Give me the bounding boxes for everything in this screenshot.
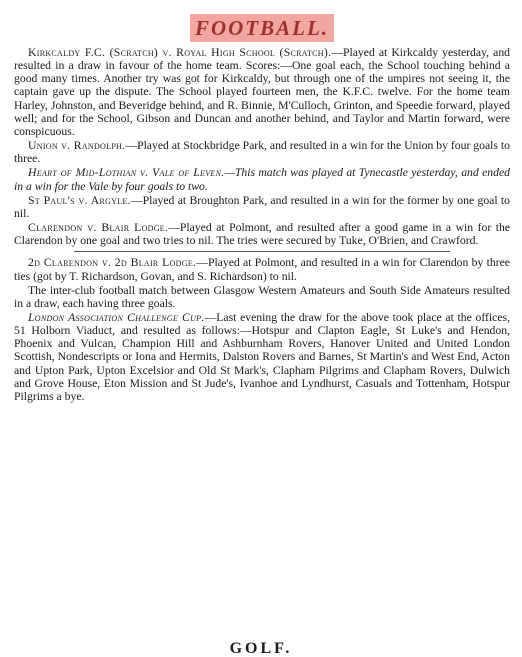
paragraph-text: —Played at Stockbridge Park, and resulted in a win for the Union by four goals to three. <box>14 139 511 166</box>
paragraph-glasgow-amateurs <box>14 284 510 310</box>
paragraph-lead: Union v. Randolph. <box>28 139 126 153</box>
headline: FOOTBALL. <box>190 14 334 42</box>
paragraph-text: —Played at Kirkcaldy yesterday, and resulted in a draw in favour of the home team. Scores:—One goal each, the School touching behind a good many times. Another try was got for Kirkcaldy, but through one of the umpires not seeing it, the captain gave up the dispute. The School played fourteen men, the K.F.C. twelve. For the home team Harley, Johnston, and Beveridge behind, and R. Binnie, M'Culloch, Grinton, and Speedie forward, played well; and for the School, Gibson and Duncan and another behind, and Taylor and Martin forward, were conspicuous. <box>14 46 511 138</box>
paragraph-clarendon-blair <box>14 221 510 247</box>
paragraph-london-cup <box>14 311 510 403</box>
paragraph-text: The inter-club football match between Glasgow Western Amateurs and South Side Amateurs resulted in a draw, each having three goals. <box>14 283 510 310</box>
paragraph-lead: Heart of Mid-Lothian v. Vale of Leven. <box>28 166 225 180</box>
paragraph-text: —Played at Polmont, and resulted after a good game in a win for the Clarendon by one goal and two tries to nil. The tries were secured by Tuke, O'Brien, and Crawford. <box>14 221 510 248</box>
paragraph-lead: St Paul's v. Argyle. <box>28 193 131 207</box>
divider-rule <box>74 251 450 252</box>
paragraph-lead: Clarendon v. Blair Lodge. <box>28 221 169 235</box>
paragraph-st-pauls-argyle <box>14 194 510 220</box>
paragraph-text: —This match was played at Tynecastle yesterday, and ended in a win for the Vale by four goals to two. <box>14 166 511 193</box>
paragraph-text: —Last evening the draw for the above took place at the offices, 51 Holborn Viaduct, and resulted as follows:—Hotspur and Clapton Eagle, St Luke's and Hendon, Phoenix and Vulcan, Champion Hill and Ashburnham Rovers, Hanover United and United London Scottish, Nondescripts or Iona and Hermits, Dalston Rovers and Barnes, St Martin's and West End, Acton and Upton Park, Upton Excelsior and Old St Mark's, Clapham Pilgrims and Clapham Rovers, Dulwich and Grove House, Eton Mission and St Jude's, Ivanhoe and Lyndhurst, Casuals and Tottenham, Hotspur Pilgrims a bye. <box>14 310 510 403</box>
paragraph-lead: 2d Clarendon v. 2d Blair Lodge. <box>28 256 197 270</box>
paragraph-union-randolph <box>14 139 510 165</box>
paragraph-2d-clarendon <box>14 256 510 282</box>
headline-wrap <box>14 14 510 44</box>
paragraph-hearts-vale <box>14 166 510 192</box>
paragraph-text: —Played at Polmont, and resulted in a win for Clarendon by three ties (got by T. Richardson, Govan, and S. Richardson) to nil. <box>14 256 510 283</box>
paragraph-lead: Kirkcaldy F.C. (Scratch) v. Royal High School (Scratch). <box>28 46 332 59</box>
next-section-heading: GOLF. <box>229 640 293 657</box>
paragraph-lead: London Association Challenge Cup. <box>28 310 205 324</box>
article-body <box>14 46 510 403</box>
paragraph-kirkcaldy <box>14 46 510 138</box>
paragraph-text: —Played at Broughton Park, and resulted in a win for the former by one goal to nil. <box>14 193 511 220</box>
